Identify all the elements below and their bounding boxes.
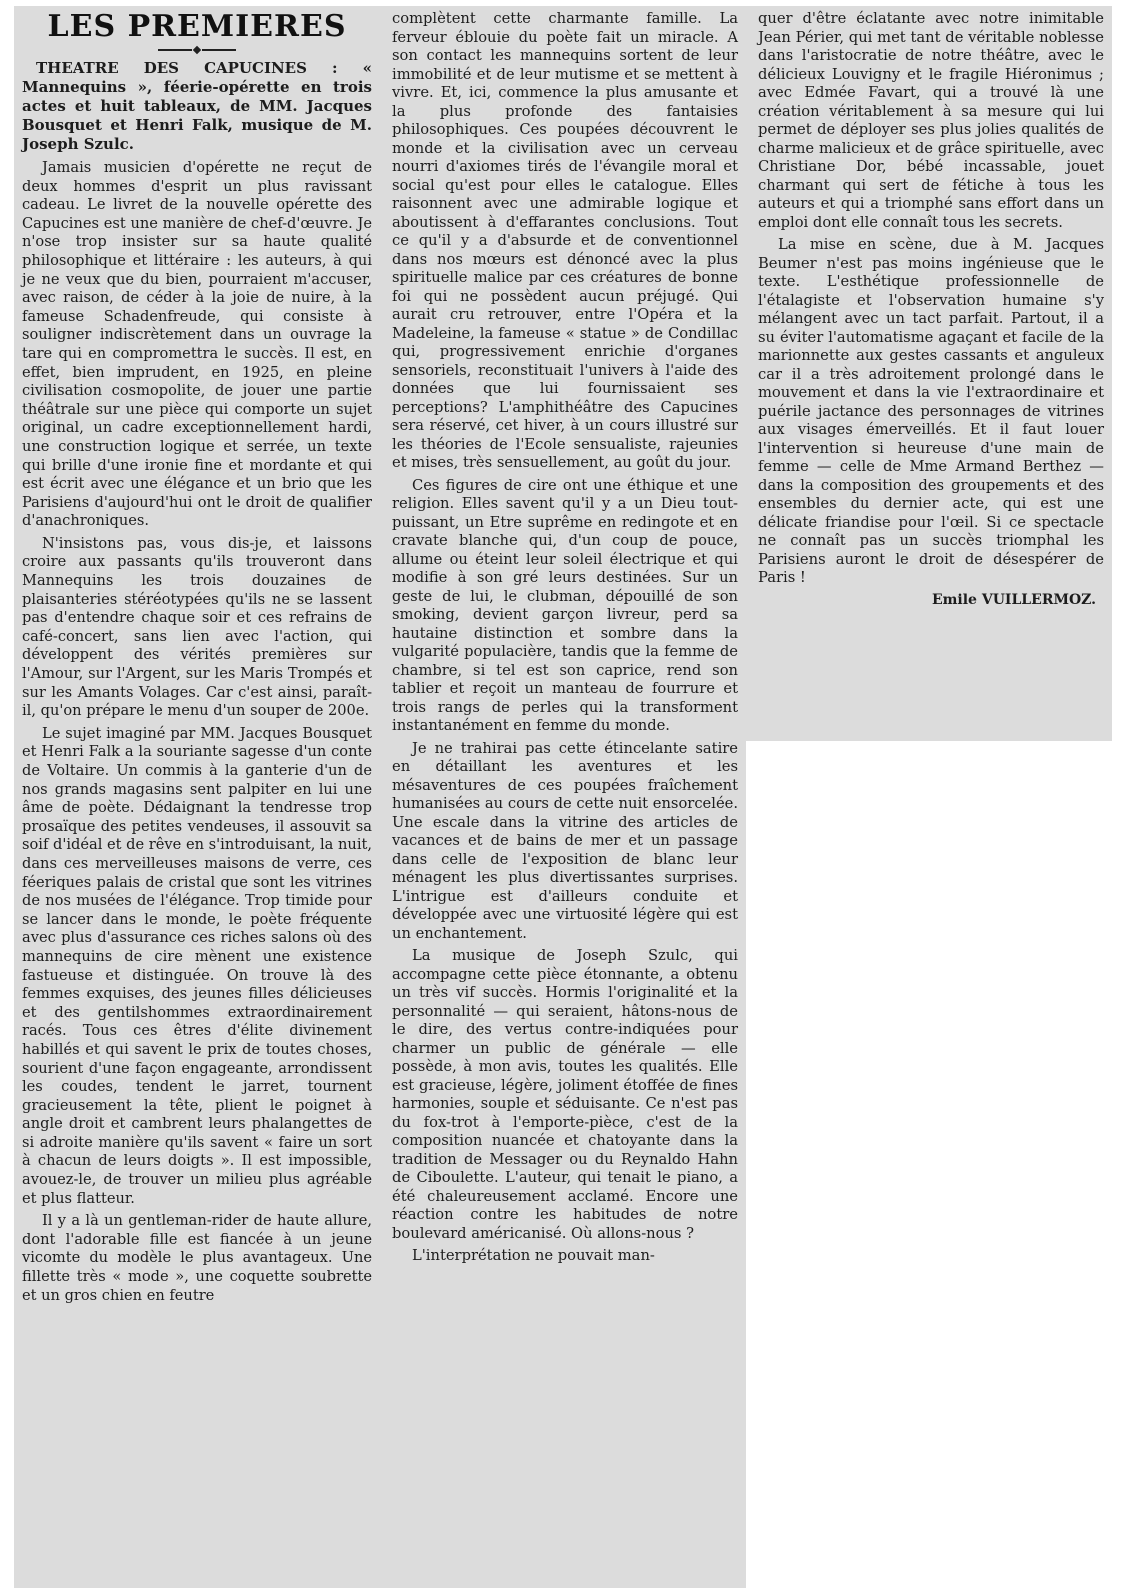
paragraph: Ces figures de cire ont une éthique et une religion. Elles savent qu'il y a un Dieu tout-puissant, un Etre suprême en redingote et en cravate blanche qui, d'un coup de pouce, allume ou éteint leur soleil électrique et qui modifie à son gré leurs destinées. Sur un geste de lui, le clubman, dépouillé de son smoking, devient garçon livreur, perd sa hautaine distinction et sombre dans la vulgarité populacière, tandis que la femme de chambre, si tel est son caprice, rend son tablier et reçoit un manteau de fourrure et trois rangs de perles qui la transforment instantanément en femme du monde. <box>392 476 738 734</box>
paragraph: L'interprétation ne pouvait man- <box>412 1247 655 1264</box>
paragraph: Je ne trahirai pas cette étincelante satire en détaillant les aventures et les mésaventures de ces poupées fraîchement humanisées au cours de cette nuit ensorcelée. Une escale dans la vitrine des articles de vacances et de bains de mer et un passage dans celle de l'exposition de blanc leur ménagent les plus divertissantes surprises. L'intrigue est d'ailleurs conduite et développée avec une virtuosité légère qui est un enchantement. <box>392 739 738 942</box>
paragraph: La musique de Joseph Szulc, qui accompagne cette pièce étonnante, a obtenu un très vif succès. Hormis l'originalité et la personnalité — qui seraient, hâtons-nous de le dire, des vertus contre-indiquées pour charmer un public de générale — elle possède, à mon avis, toutes les qualités. Elle est gracieuse, légère, joliment étoffée de fines harmonies, souple et séduisante. Ce n'est pas du fox-trot à l'emporte-pièce, c'est de la composition nuancée et chatoyante dans la tradition de Messager ou du Reynaldo Hahn de Ciboulette. L'auteur, qui tenait le piano, a été chaleureusement acclamé. Encore une réaction contre les habitudes de notre boulevard américanisé. Où allons-nous ? <box>392 947 738 1242</box>
title-ornament <box>22 47 372 53</box>
article-headline: THEATRE DES CAPUCINES : « Mannequins », féerie-opérette en trois actes et huit tableaux, de MM. Jacques Bousquet et Henri Falk, musique de M. Joseph Szulc. <box>22 59 372 153</box>
paragraph: quer d'être éclatante avec notre inimitable Jean Périer, qui met tant de véritable noblesse dans l'aristocratie de notre théâtre, avec le délicieux Louvigny et le fragile Hiéronimus ; avec Edmée Favart, qui a trouvé là une création véritablement à sa mesure qui lui permet de déployer ses plus jolies qualités de charme malicieux et de grâce spirituelle, avec Christiane Dor, bébé incassable, jouet charmant qui sert de fétiche à tous les auteurs et qui a triomphé sans effort dans un emploi dont elle connaît tous les secrets. <box>758 10 1104 231</box>
paragraph: Le sujet imaginé par MM. Jacques Bousquet et Henri Falk a la souriante sagesse d'un conte de Voltaire. Un commis à la ganterie d'un de nos grands magasins sent palpiter en lui une âme de poète. Dédaignant la tendresse trop prosaïque des petites vendeuses, il assouvit sa soif d'idéal et de rêve en s'introduisant, la nuit, dans ces merveilleuses maisons de verre, ces féeriques palais de cristal que sont les vitrines de nos musées de l'élégance. Trop timide pour se lancer dans le monde, le poète fréquente avec plus d'assurance ces riches salons où des mannequins de cire mènent une existence fastueuse et distinguée. On trouve là des femmes exquises, des jeunes filles délicieuses et des gentilshommes extraordinairement racés. Tous ces êtres d'élite divinement habillés et qui savent le prix de toutes choses, sourient d'une façon engageante, arrondissent les coudes, tendent le jarret, tournent gracieusement la tête, plient le poignet à angle droit et cambrent leurs phalangettes de si adroite manière qu'ils savent « faire un sort à chacun de leurs doigts ». Il est impossible, avouez-le, de trouver un milieu plus agréable et plus flatteur. <box>22 724 372 1207</box>
paragraph: complètent cette charmante famille. La ferveur éblouie du poète fait un miracle. A son contact les mannequins sortent de leur immobilité et de leur mutisme et se mettent à vivre. Et, ici, commence la plus amusante et la plus profonde des fantaisies philosophiques. Ces poupées découvrent le monde et la civilisation avec un cerveau nourri d'axiomes tirés de l'évangile moral et social qu'est pour elles le catalogue. Elles raisonnent avec une admirable logique et aboutissent à d'effarantes conclusions. Tout ce qu'il y a d'absurde et de conventionnel dans nos mœurs est dénoncé avec la plus spirituelle malice par ces créatures de bonne foi qui ne possèdent aucun préjugé. Qui aurait cru retrouver, entre l'Opéra et la Madeleine, la fameuse « statue » de Condillac qui, progressivement enrichie d'organes sensoriels, reconstituait l'univers à l'aide des données que lui fournissaient ses perceptions? L'amphithéâtre des Capucines sera réservé, cet hiver, à un cours illustré sur les théories de l'Ecole sensualiste, rajeunies et mises, très sensuellement, au goût du jour. <box>392 10 738 471</box>
paragraph: Il y a là un gentleman-rider de haute allure, dont l'adorable fille est fiancée à un jeune vicomte du modèle le plus avantageux. Une fillette très « mode », une coquette soubrette et un gros chien en feutre <box>22 1212 372 1304</box>
column-2 <box>380 6 746 1588</box>
paragraph: N'insistons pas, vous dis-je, et laissons croire aux passants qu'ils trouveront dans Mannequins les trois douzaines de plaisanteries stéréotypées qu'ils ne se lassent pas d'entendre chaque soir et ces refrains de café-concert, sans lien avec l'action, qui développent des vérités premières sur l'Amour, sur l'Argent, sur les Maris Trompés et sur les Amants Volages. Car c'est ainsi, paraît-il, qu'on prépare le menu d'un souper de 200e. <box>22 534 372 720</box>
author-signature: Emile VUILLERMOZ. <box>931 591 1096 608</box>
paragraph: La mise en scène, due à M. Jacques Beumer n'est pas moins ingénieuse que le texte. L'esthétique professionnelle de l'étalagiste et l'observation humaine s'y mélangent avec un tact parfait. Partout, il a su éviter l'automatisme agaçant et facile de la marionnette aux gestes cassants et anguleux car il a très adroitement prolongé dans le mouvement et dans la vie l'extraordinaire et puérile jactance des personnages de vitrines aux visages émerveillés. Et il faut louer l'intervention si heureuse d'une main de femme — celle de Mme Armand Berthez — dans la composition des groupements et des ensembles du dernier acte, qui est une délicate friandise pour l'œil. Si ce spectacle ne connaît pas un succès triomphal les Parisiens auront le droit de désespérer de Paris ! <box>758 236 1104 586</box>
column-3 <box>746 6 1112 741</box>
paragraph: Jamais musicien d'opérette ne reçut de deux hommes d'esprit un plus ravissant cadeau. Le livret de la nouvelle opérette des Capucines est une manière de chef-d'œuvre. Je n'ose trop insister sur sa haute qualité philosophique et littéraire : les auteurs, à qui je ne veux que du bien, pourraient m'accuser, avec raison, de céder à la joie de nuire, à la fameuse Schadenfreude, qui consiste à souligner indiscrètement dans un ouvrage la tare qui en compromettra le succès. Il est, en effet, bien imprudent, en 1925, en pleine civilisation cosmopolite, de jouer une partie théâtrale sur une pièce qui comporte un sujet original, un cadre exceptionnellement hardi, une construction logique et serrée, un texte qui brille d'une ironie fine et mordante et qui est écrit avec une élégance et un brio que les Parisiens d'aujourd'hui ont le droit de qualifier d'anachroniques. <box>22 159 372 530</box>
section-title: LES PREMIERES <box>47 9 347 44</box>
column-1 <box>14 6 380 1588</box>
